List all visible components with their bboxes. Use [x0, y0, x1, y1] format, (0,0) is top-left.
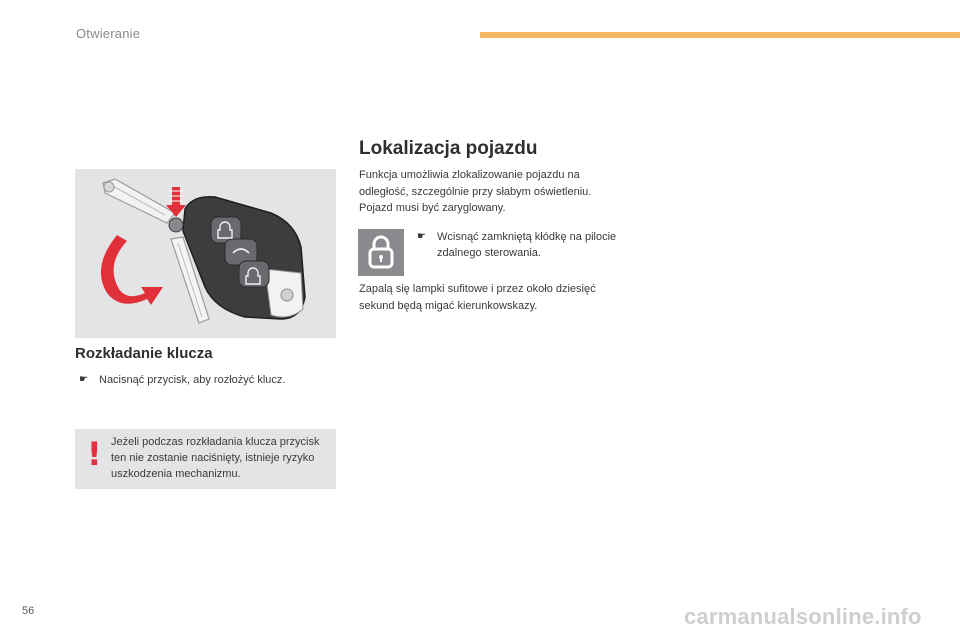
unfold-step — [79, 372, 334, 388]
locate-intro: Funkcja umożliwia zlokalizowanie pojazdu na odległość, szczególnie przy słabym oświetleniu. Pojazd musi być zaryglowany. — [359, 169, 592, 214]
locate-result: Zapalą się lampki sufitowe i przez około dziesięć sekund będą migać kierunkowskazy. — [359, 283, 596, 312]
folding-key-remote-illustration — [75, 169, 336, 338]
key-blade — [103, 179, 175, 223]
locate-heading: Lokalizacja pojazdu — [359, 138, 538, 159]
locate-step-text: Wcisnąć zamkniętą kłódkę na pilocie zdalnego sterowania. — [437, 231, 617, 259]
exclamation-warning-icon: ! — [87, 435, 102, 473]
unfold-heading: Rozkładanie klucza — [75, 345, 213, 362]
pointing-finger-icon: ☛ — [417, 231, 426, 242]
padlock-closed-icon — [358, 229, 404, 276]
page-number: 56 — [22, 605, 35, 617]
warning-text: Jeżeli podczas rozkładania klucza przycisk ten nie zostanie naciśnięty, istnieje ryzyko uszkodzenia mechanizmu. — [111, 436, 320, 480]
header-accent-bar — [480, 32, 960, 38]
unfold-step-text: Nacisnąć przycisk, aby rozłożyć klucz. — [99, 374, 286, 386]
pointing-finger-icon: ☛ — [79, 374, 88, 385]
section-title: Otwieranie — [76, 26, 141, 41]
watermark: carmanualsonline.info — [684, 604, 922, 629]
lock-button-tile — [358, 229, 404, 276]
locate-step — [417, 229, 617, 261]
rotation-arrow — [101, 235, 163, 305]
warning-box — [75, 429, 336, 489]
folding-key-figure — [75, 169, 336, 338]
